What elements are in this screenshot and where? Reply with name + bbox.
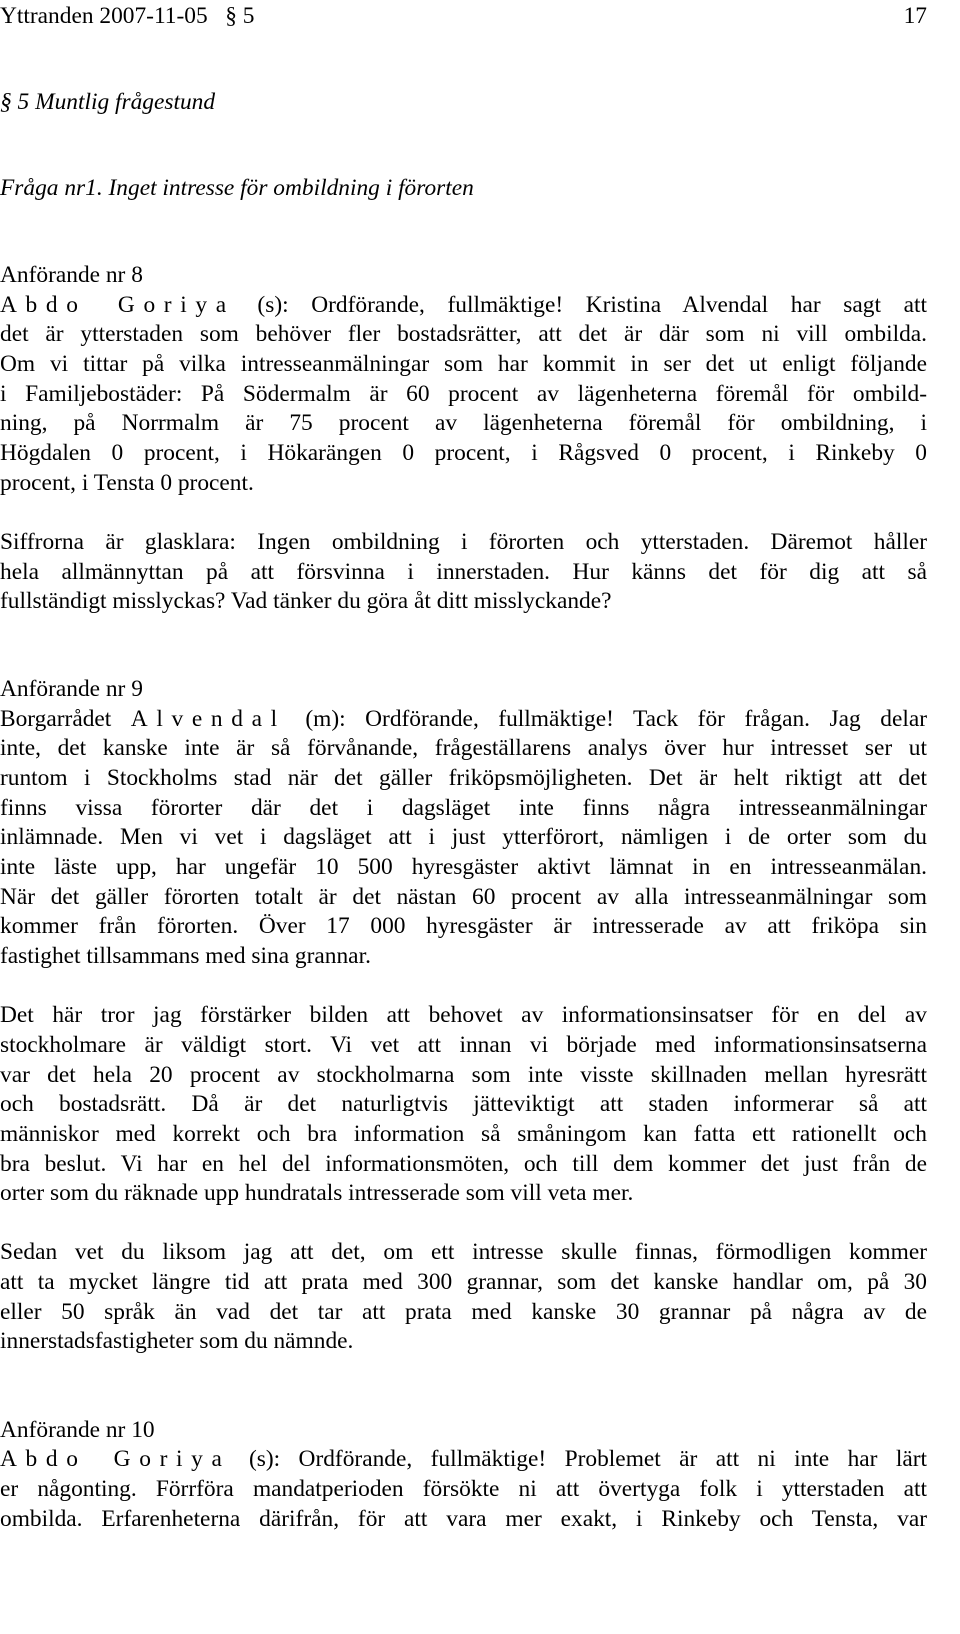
text-line: procent, i Tensta 0 procent. — [0, 470, 254, 496]
speaker-line — [0, 291, 927, 321]
text-line: människor med korrekt och bra information så småningom kan fatta ett rationellt och — [0, 1121, 927, 1147]
text-line: Det här tror jag förstärker bilden att behovet av informationsinsatser för en del av — [0, 1002, 927, 1028]
speech-heading: Anförande nr 8 — [0, 262, 143, 288]
text-line: runtom i Stockholms stad när det gäller friköpsmöjligheten. Det är helt riktigt att det — [0, 765, 927, 791]
text-line: orter som du räknade upp hundratals intresserade som vill veta mer. — [0, 1180, 634, 1206]
text-line: innerstadsfastigheter som du nämnde. — [0, 1328, 354, 1354]
speaker-line — [0, 705, 927, 735]
speaker-name: Alvendal — [130, 706, 286, 732]
header-title: Yttranden 2007-11-05 § 5 — [0, 3, 255, 29]
text-line: kommer från förorten. Över 17 000 hyresgäster är intresserade av att friköpa sin — [0, 913, 927, 939]
speech-heading: Anförande nr 10 — [0, 1417, 155, 1443]
text-line: i Familjebostäder: På Södermalm är 60 procent av lägenheterna föremål för ombild- — [0, 381, 927, 407]
speaker-intro: (m): Ordförande, fullmäktige! Tack för frågan. Jag delar — [305, 706, 927, 732]
section-heading: § 5 Muntlig frågestund — [0, 89, 216, 115]
text-line: er någonting. Förrföra mandatperioden försökte ni att övertyga folk i ytterstaden att — [0, 1476, 927, 1502]
speech-heading: Anförande nr 9 — [0, 676, 143, 702]
page-header — [0, 0, 927, 36]
text-line: När det gäller förorten totalt är det nästan 60 procent av alla intresseanmälningar som — [0, 884, 927, 910]
speaker-intro: (s): Ordförande, fullmäktige! Problemet är att ni inte har lärt — [248, 1446, 927, 1472]
text-line: stockholmare är väldigt stort. Vi vet att innan vi började med informationsinsatserna — [0, 1032, 927, 1058]
text-line: fullständigt misslyckas? Vad tänker du göra åt ditt misslyckande? — [0, 588, 612, 614]
text-line: ning, på Norrmalm är 75 procent av lägenheterna föremål för ombildning, i — [0, 410, 927, 436]
text-line: att ta mycket längre tid att prata med 300 grannar, som det kanske handlar om, på 30 — [0, 1269, 927, 1295]
speaker-intro: (s): Ordförande, fullmäktige! Kristina Alvendal har sagt att — [257, 292, 927, 318]
text-line: bra beslut. Vi har en hel del informationsmöten, och till dem kommer det just från de — [0, 1151, 927, 1177]
text-line: Högdalen 0 procent, i Hökarängen 0 procent, i Rågsved 0 procent, i Rinkeby 0 — [0, 440, 927, 466]
text-line: eller 50 språk än vad det tar att prata med kanske 30 grannar på några av de — [0, 1299, 927, 1325]
text-line: inte läste upp, har ungefär 10 500 hyresgäster aktivt lämnat in en intresseanmälan. — [0, 854, 927, 880]
speaker-title: Borgarrådet — [0, 706, 131, 732]
text-line: Sedan vet du liksom jag att det, om ett intresse skulle finnas, förmodligen kommer — [0, 1239, 927, 1265]
text-line: var det hela 20 procent av stockholmarna som inte visste skillnaden mellan hyresrätt — [0, 1062, 927, 1088]
text-line: inte, det kanske inte är så förvånande, frågeställarens analys över hur intresset ser ut — [0, 735, 927, 761]
speaker-line — [0, 1445, 927, 1475]
text-line: Om vi tittar på vilka intresseanmälningar som har kommit in ser det ut enligt följande — [0, 351, 927, 377]
text-line: ombilda. Erfarenheterna därifrån, för att vara mer exakt, i Rinkeby och Tensta, var — [0, 1506, 927, 1532]
text-line: och bostadsrätt. Då är det naturligtvis jätteviktigt att staden informerar så att — [0, 1091, 927, 1117]
text-line: det är ytterstaden som behöver fler bostadsrätter, att det är där som ni vill ombilda. — [0, 321, 927, 347]
speaker-name: Abdo Goriya — [0, 292, 235, 318]
page-number: 17 — [903, 3, 927, 29]
text-line: hela allmännyttan på att försvinna i innerstaden. Hur känns det för dig att så — [0, 559, 927, 585]
text-line: Siffrorna är glasklara: Ingen ombildning i förorten och ytterstaden. Däremot håller — [0, 529, 927, 555]
speaker-name: Abdo Goriya — [0, 1446, 231, 1472]
question-heading: Fråga nr1. Inget intresse för ombildning i förorten — [0, 175, 474, 201]
text-line: fastighet tillsammans med sina grannar. — [0, 943, 371, 969]
text-line: finns vissa förorter där det i dagsläget inte finns några intresseanmälningar — [0, 795, 927, 821]
text-line: inlämnade. Men vi vet i dagsläget att i just ytterförort, nämligen i de orter som du — [0, 824, 927, 850]
